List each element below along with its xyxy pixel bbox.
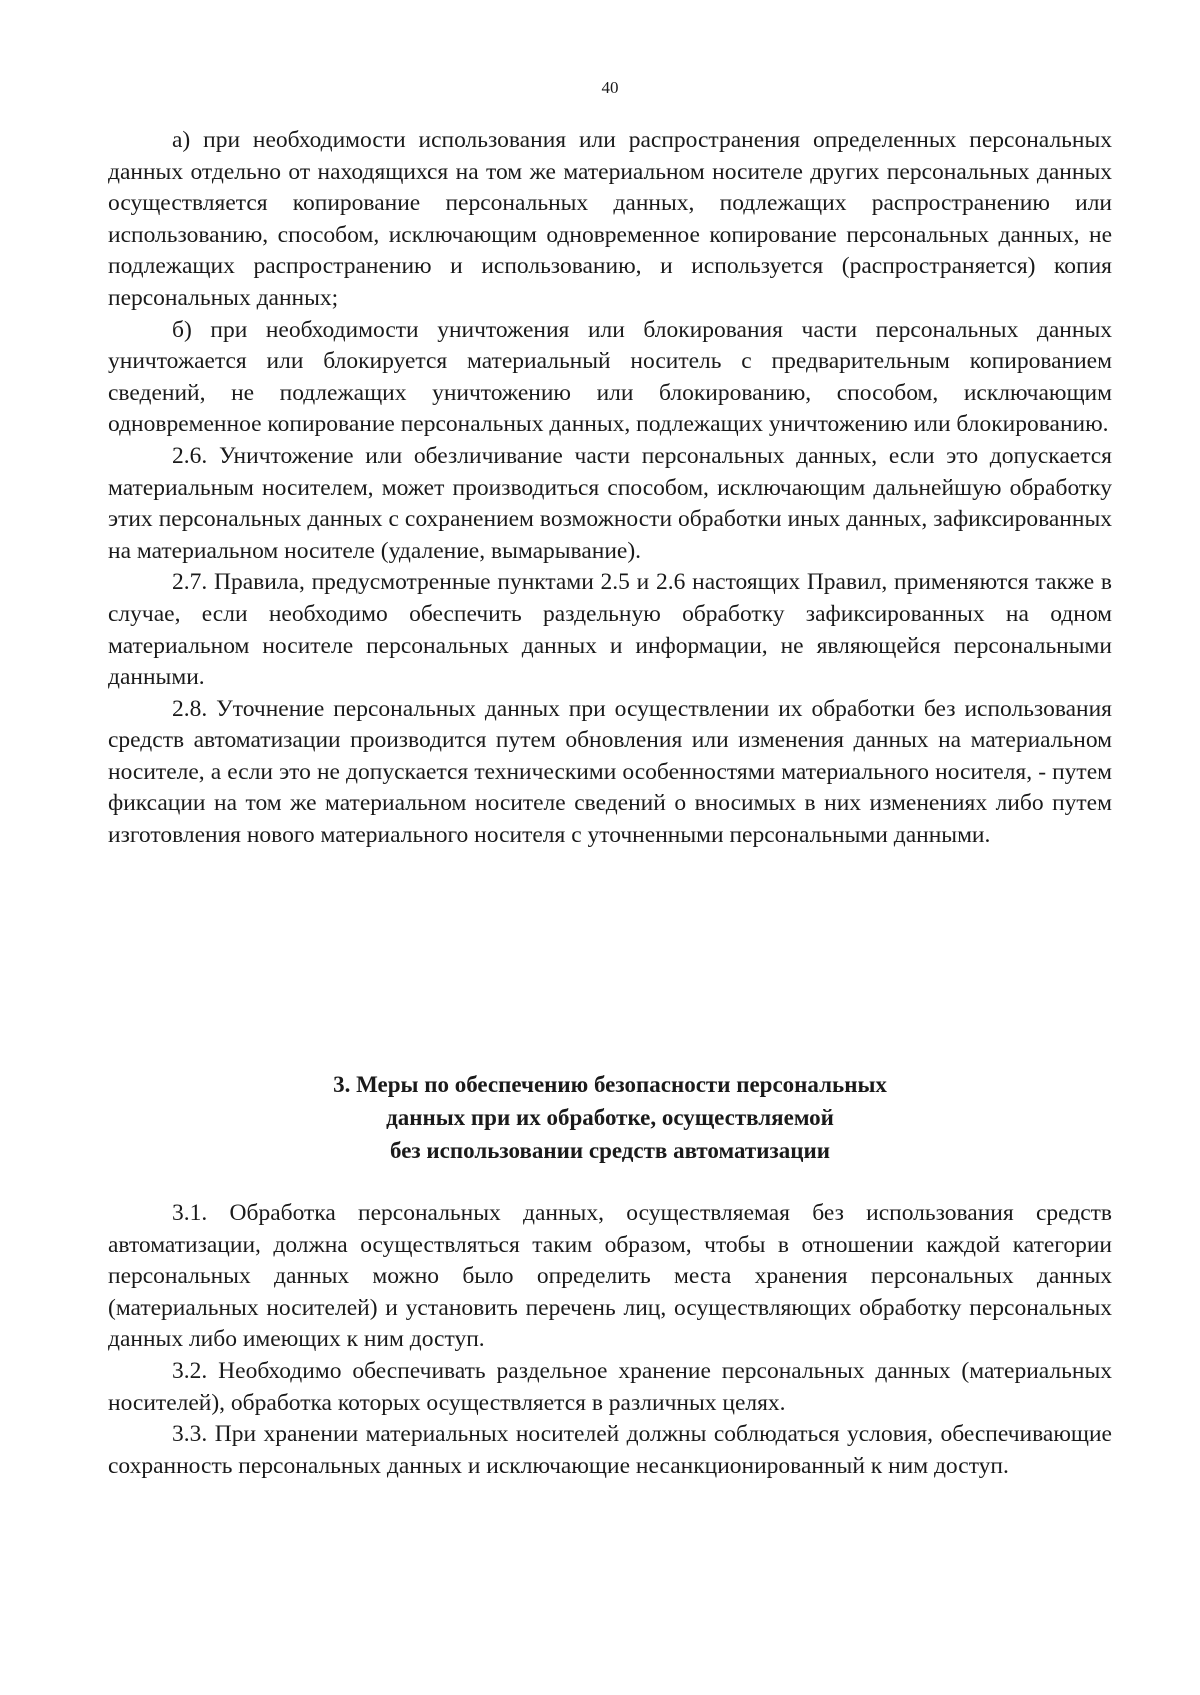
paragraph-2-6: 2.6. Уничтожение или обезличивание части персональных данных, если это допускается материальным носителем, может производиться способом, исключающим дальнейшую обработку этих персональных данных с сохранением возможности обработки иных данных, зафиксированных на материальном носителе (удаление, вымарывание). <box>108 442 1112 564</box>
paragraph-2-7: 2.7. Правила, предусмотренные пунктами 2.5 и 2.6 настоящих Правил, применяются также в случае, если необходимо обеспечить раздельную обработку зафиксированных на одном материальном носителе персональных данных и информации, не являющейся персональными данными. <box>108 569 1112 691</box>
section-3-text-block <box>108 1198 1112 1482</box>
paragraph-3-3: 3.3. При хранении материальных носителей должны соблюдаться условия, обеспечивающие сохранность персональных данных и исключающие несанкционированный к ним доступ. <box>108 1421 1112 1479</box>
section-heading-line-1: 3. Меры по обеспечению безопасности персональных <box>333 1072 887 1097</box>
section-heading-line-2: данных при их обработке, осуществляемой <box>386 1105 834 1130</box>
paragraph-3-1: 3.1. Обработка персональных данных, осуществляемая без использования средств автоматизации, должна осуществляться таким образом, чтобы в отношении каждой категории персональных данных можно было определить места хранения персональных данных (материальных носителей) и установить перечень лиц, осуществляющих обработку персональных данных либо имеющих к ним доступ. <box>108 1200 1112 1353</box>
page-number: 40 <box>601 78 619 97</box>
paragraph-2-8: 2.8. Уточнение персональных данных при осуществлении их обработки без использования средств автоматизации производится путем обновления или изменения данных на материальном носителе, а если это не допускается техническими особенностями материального носителя, - путем фиксации на том же материальном носителе сведений о вносимых в них изменениях либо путем изготовления нового материального носителя с уточненными персональными данными. <box>108 695 1112 849</box>
section-heading-line-3: без использовании средств автоматизации <box>390 1138 830 1163</box>
paragraph-b: б) при необходимости уничтожения или блокирования части персональных данных уничтожается или блокируется материальный носитель с предварительным копированием сведений, не подлежащих уничтожению или блокированию, способом, исключающим одновременное копирование персональных данных, подлежащих уничтожению или блокированию. <box>108 316 1112 438</box>
body-text-block <box>108 125 1112 852</box>
document-page <box>108 0 1112 1695</box>
section-heading <box>108 1068 1112 1167</box>
paragraph-3-2: 3.2. Необходимо обеспечивать раздельное хранение персональных данных (материальных носителей), обработка которых осуществляется в различных целях. <box>108 1357 1112 1416</box>
paragraph-a: а) при необходимости использования или распространения определенных персональных данных отдельно от находящихся на том же материальном носителе других персональных данных осуществляется копирование персональных данных, подлежащих распространению или использованию, способом, исключающим одновременное копирование персональных данных, не подлежащих распространению и использованию, и используется (распространяется) копия персональных данных; <box>108 127 1112 311</box>
